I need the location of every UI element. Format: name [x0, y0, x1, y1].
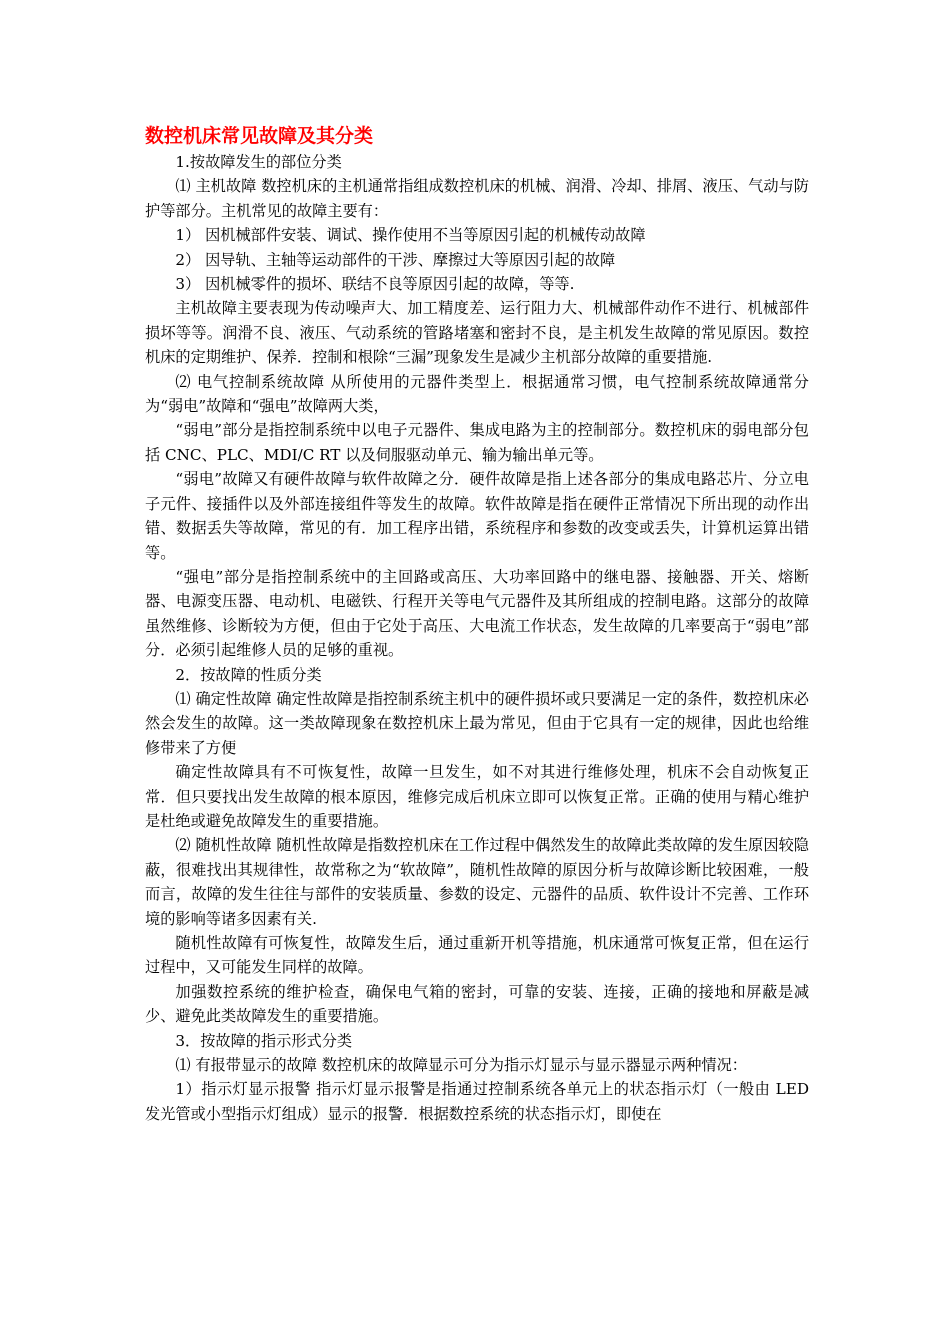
- paragraph-alarm-display-fault: ⑴ 有报带显示的故障 数控机床的故障显示可分为指示灯显示与显示器显示两种情况：: [175, 1056, 747, 1075]
- paragraph-random-recovery: 随机性故障有可恢复性，故障发生后，通过重新开机等措施，机床通常可恢复正常，但在运行过程中，又可能发生同样的故障。: [145, 934, 809, 977]
- paragraph-deterministic-recovery: 确定性故障具有不可恢复性，故障一旦发生，如不对其进行维修处理，机床不会自动恢复正常．但只要找出发生故障的根本原因，维修完成后机床立即可以恢复正常。正确的使用与精心维护是杜绝或避免故障发生的重要措施。: [145, 763, 809, 830]
- paragraph-main-fault-symptoms: 主机故障主要表现为传动噪声大、加工精度差、运行阻力大、机械部件动作不进行、机械部件损坏等等。润滑不良、液压、气动系统的管路堵塞和密封不良，是主机发生故障的常见原因。数控机床的定期维护、保养．控制和根除“三漏”现象发生是减少主机部分故障的重要措施.: [145, 299, 809, 367]
- paragraph-weak-current: “弱电”部分是指控制系统中以电子元器件、集成电路为主的控制部分。数控机床的弱电部分包括 CNC、PLC、MDI/C RT 以及伺服驱动单元、输为输出单元等。: [145, 421, 809, 464]
- document-title: 数控机床常见故障及其分类: [145, 125, 374, 147]
- paragraph-deterministic-fault: ⑴ 确定性故障 确定性故障是指控制系统主机中的硬件损坏或只要满足一定的条件，数控机床必然会发生的故障。这一类故障现象在数控机床上最为常见，但由于它具有一定的规律，因此也给维修带来了方便: [145, 689, 809, 757]
- list-item-fault-2: 2） 因导轨、主轴等运动部件的干涉、摩擦过大等原因引起的故障: [175, 250, 616, 269]
- paragraph-electrical-fault: ⑵ 电气控制系统故障 从所使用的元器件类型上．根据通常习惯，电气控制系统故障通常分为“弱电”故障和“强电”故障两大类，: [145, 372, 809, 416]
- list-item-fault-1: 1） 因机械部件安装、调试、操作使用不当等原因引起的机械传动故障: [175, 226, 646, 245]
- paragraph-random-fault: ⑵ 随机性故障 随机性故障是指数控机床在工作过程中偶然发生的故障此类故障的发生原因较隐蔽，很难找出其规律性，故常称之为“软故障”，随机性故障的原因分析与故障诊断比较困难，一般而言，故障的发生往往与部件的安装质量、参数的设定、元器件的品质、软件设计不完善、工作环境的影响等诸多因素有关.: [145, 836, 809, 928]
- paragraph-main-machine-fault: ⑴ 主机故障 数控机床的主机通常指组成数控机床的机械、润滑、冷却、排屑、液压、气动与防护等部分。主机常见的故障主要有：: [145, 177, 809, 220]
- paragraph-maintenance-measures: 加强数控系统的维护检查，确保电气箱的密封，可靠的安装、连接，正确的接地和屏蔽是减少、避免此类故障发生的重要措施。: [145, 982, 809, 1026]
- paragraph-section-3-heading: 3．按故障的指示形式分类: [175, 1031, 353, 1050]
- list-item-fault-3: 3） 因机械零件的损坏、联结不良等原因引起的故障，等等.: [175, 275, 575, 294]
- paragraph-section-1-heading: 1.按故障发生的部位分类: [175, 153, 342, 171]
- paragraph-weak-current-faults: “弱电”故障又有硬件故障与软件故障之分．硬件故障是指上述各部分的集成电路芯片、分立电子元件、接插件以及外部连接组件等发生的故障。软件故障是指在硬件正常情况下所出现的动作出错、数据丢失等故障，常见的有．加工程序出错，系统程序和参数的改变或丢失，计算机运算出错等。: [145, 470, 809, 562]
- paragraph-strong-current: “强电”部分是指控制系统中的主回路或高压、大功率回路中的继电器、接触器、开关、熔断器、电源变压器、电动机、电磁铁、行程开关等电气元器件及其所组成的控制电路。这部分的故障虽然维修、诊断较为方便，但由于它处于高压、大电流工作状态，发生故障的几率要高于“弱电”部分．必须引起维修人员的足够的重视。: [145, 567, 809, 660]
- document-body: [145, 122, 809, 1126]
- paragraph-indicator-light-alarm: 1）指示灯显示报警 指示灯显示报警是指通过控制系统各单元上的状态指示灯（一般由 LED 发光管或小型指示灯组成）显示的报警．根据数控系统的状态指示灯，即使在: [145, 1080, 809, 1123]
- paragraph-section-2-heading: 2．按故障的性质分类: [175, 665, 322, 684]
